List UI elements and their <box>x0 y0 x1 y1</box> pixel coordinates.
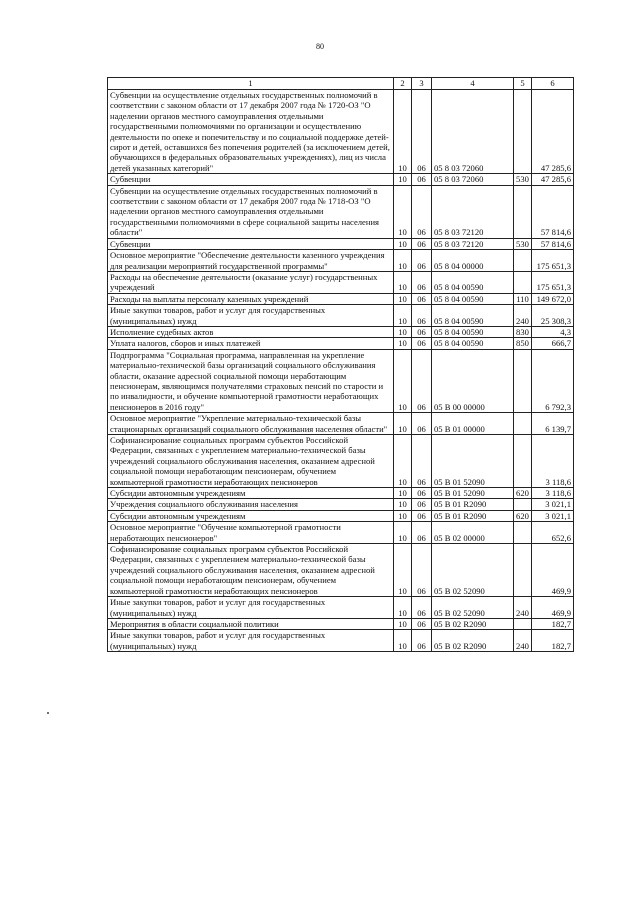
row-section: 10 <box>394 488 412 499</box>
row-amount: 57 814,6 <box>532 185 574 238</box>
row-section: 10 <box>394 597 412 619</box>
row-subsection: 06 <box>412 293 432 304</box>
table-row <box>108 326 574 337</box>
row-section: 10 <box>394 326 412 337</box>
table-row <box>108 413 574 435</box>
row-subsection: 06 <box>412 630 432 652</box>
row-amount: 3 021,1 <box>532 510 574 521</box>
header-col-5: 5 <box>514 78 532 90</box>
row-expense-type: 530 <box>514 238 532 249</box>
row-amount: 182,7 <box>532 618 574 629</box>
row-subsection: 06 <box>412 522 432 544</box>
header-row <box>108 78 574 90</box>
row-target-article: 05 В 02 52090 <box>432 544 514 597</box>
table-row <box>108 597 574 619</box>
table-row <box>108 499 574 510</box>
table-row <box>108 435 574 488</box>
row-section: 10 <box>394 338 412 349</box>
table-row <box>108 305 574 327</box>
row-amount: 149 672,0 <box>532 293 574 304</box>
row-subsection: 06 <box>412 544 432 597</box>
row-subsection: 06 <box>412 510 432 521</box>
row-name: Субсидии автономным учреждениям <box>108 488 394 499</box>
row-amount: 666,7 <box>532 338 574 349</box>
row-target-article: 05 В 01 00000 <box>432 413 514 435</box>
row-target-article: 05 В 01 52090 <box>432 488 514 499</box>
row-section: 10 <box>394 185 412 238</box>
row-section: 10 <box>394 90 412 174</box>
budget-table <box>107 77 574 652</box>
row-subsection: 06 <box>412 185 432 238</box>
row-target-article: 05 8 04 00590 <box>432 271 514 293</box>
row-expense-type <box>514 185 532 238</box>
row-name: Субвенции <box>108 238 394 249</box>
row-subsection: 06 <box>412 349 432 412</box>
row-subsection: 06 <box>412 488 432 499</box>
table-row <box>108 185 574 238</box>
table-row <box>108 90 574 174</box>
row-target-article: 05 В 02 52090 <box>432 597 514 619</box>
row-name: Мероприятия в области социальной политики <box>108 618 394 629</box>
row-name: Софинансирование социальных программ субъектов Российской Федерации, связанных с укреплением материально-технической базы учреждений социального обслуживания населения, оказанием адресной социальной помощи неработающим пенсионерам, обучением компьютерной грамотности неработающих пенсионеров <box>108 544 394 597</box>
page-number: 80 <box>316 42 324 51</box>
row-name: Подпрограмма "Социальная программа, направленная на укрепление материально-технической базы организаций социального обслуживания области, оказание адресной социальной помощи неработающим пенсионерам, являющимся получателями страховых пенсий по старости и по инвалидности, и обучение компьютерной грамотности неработающих пенсионеров в 2016 году" <box>108 349 394 412</box>
row-amount: 469,9 <box>532 597 574 619</box>
row-target-article: 05 8 03 72060 <box>432 90 514 174</box>
table-row <box>108 293 574 304</box>
row-expense-type: 240 <box>514 597 532 619</box>
scan-mark <box>47 712 49 714</box>
row-name: Основное мероприятие "Обучение компьютерной грамотности неработающих пенсионеров" <box>108 522 394 544</box>
row-subsection: 06 <box>412 326 432 337</box>
row-section: 10 <box>394 349 412 412</box>
table-row <box>108 488 574 499</box>
row-name: Учреждения социального обслуживания населения <box>108 499 394 510</box>
row-section: 10 <box>394 510 412 521</box>
row-target-article: 05 8 03 72120 <box>432 185 514 238</box>
row-name: Субвенции на осуществление отдельных государственных полномочий в соответствии с законом области от 17 декабря 2007 года № 1718-ОЗ "О наделении органов местного самоуправления отдельными государственными полномочиями в сфере социальной защиты населения области" <box>108 185 394 238</box>
row-section: 10 <box>394 544 412 597</box>
row-name: Расходы на выплаты персоналу казенных учреждений <box>108 293 394 304</box>
header-col-6: 6 <box>532 78 574 90</box>
table-row <box>108 349 574 412</box>
row-target-article: 05 8 03 72060 <box>432 174 514 185</box>
row-amount: 3 118,6 <box>532 488 574 499</box>
row-target-article: 05 8 03 72120 <box>432 238 514 249</box>
row-expense-type: 240 <box>514 630 532 652</box>
row-target-article: 05 8 04 00590 <box>432 326 514 337</box>
row-subsection: 06 <box>412 597 432 619</box>
table-row <box>108 338 574 349</box>
table-row <box>108 250 574 272</box>
row-name: Основное мероприятие "Укрепление материально-технической базы стационарных организаций социального обслуживания населения области" <box>108 413 394 435</box>
row-expense-type: 620 <box>514 510 532 521</box>
row-amount: 4,3 <box>532 326 574 337</box>
row-target-article: 05 В 01 R2090 <box>432 510 514 521</box>
row-subsection: 06 <box>412 435 432 488</box>
row-subsection: 06 <box>412 618 432 629</box>
row-name: Софинансирование социальных программ субъектов Российской Федерации, связанных с укреплением материально-технической базы учреждений социального обслуживания населения, оказанием адресной социальной помощи неработающим пенсионерам, обучением компьютерной грамотности неработающих пенсионеров <box>108 435 394 488</box>
row-expense-type: 620 <box>514 488 532 499</box>
row-name: Уплата налогов, сборов и иных платежей <box>108 338 394 349</box>
row-expense-type <box>514 349 532 412</box>
row-amount: 182,7 <box>532 630 574 652</box>
row-subsection: 06 <box>412 238 432 249</box>
row-amount: 175 651,3 <box>532 271 574 293</box>
table-row <box>108 630 574 652</box>
row-expense-type <box>514 618 532 629</box>
row-amount: 47 285,6 <box>532 90 574 174</box>
row-section: 10 <box>394 499 412 510</box>
row-expense-type <box>514 413 532 435</box>
row-expense-type <box>514 522 532 544</box>
row-target-article: 05 8 04 00590 <box>432 293 514 304</box>
row-amount: 25 308,3 <box>532 305 574 327</box>
row-target-article: 05 В 02 R2090 <box>432 618 514 629</box>
row-section: 10 <box>394 413 412 435</box>
table-row <box>108 544 574 597</box>
table-row <box>108 238 574 249</box>
row-subsection: 06 <box>412 271 432 293</box>
row-section: 10 <box>394 271 412 293</box>
row-target-article: 05 В 02 00000 <box>432 522 514 544</box>
row-amount: 47 285,6 <box>532 174 574 185</box>
row-expense-type <box>514 435 532 488</box>
row-expense-type <box>514 271 532 293</box>
row-expense-type <box>514 90 532 174</box>
row-expense-type <box>514 499 532 510</box>
row-expense-type: 830 <box>514 326 532 337</box>
row-target-article: 05 8 04 00590 <box>432 305 514 327</box>
row-amount: 3 118,6 <box>532 435 574 488</box>
row-target-article: 05 В 01 52090 <box>432 435 514 488</box>
table-row <box>108 271 574 293</box>
table-row <box>108 510 574 521</box>
row-target-article: 05 В 00 00000 <box>432 349 514 412</box>
row-name: Расходы на обеспечение деятельности (оказание услуг) государственных учреждений <box>108 271 394 293</box>
row-subsection: 06 <box>412 338 432 349</box>
row-subsection: 06 <box>412 413 432 435</box>
header-col-4: 4 <box>432 78 514 90</box>
row-target-article: 05 В 02 R2090 <box>432 630 514 652</box>
row-expense-type: 110 <box>514 293 532 304</box>
row-expense-type: 240 <box>514 305 532 327</box>
table-row <box>108 618 574 629</box>
row-section: 10 <box>394 522 412 544</box>
row-target-article: 05 8 04 00000 <box>432 250 514 272</box>
row-section: 10 <box>394 618 412 629</box>
row-amount: 3 021,1 <box>532 499 574 510</box>
row-section: 10 <box>394 630 412 652</box>
row-name: Субсидии автономным учреждениям <box>108 510 394 521</box>
row-name: Иные закупки товаров, работ и услуг для государственных (муниципальных) нужд <box>108 305 394 327</box>
row-section: 10 <box>394 238 412 249</box>
row-section: 10 <box>394 435 412 488</box>
header-col-2: 2 <box>394 78 412 90</box>
row-amount: 469,9 <box>532 544 574 597</box>
row-expense-type <box>514 250 532 272</box>
row-target-article: 05 В 01 R2090 <box>432 499 514 510</box>
row-amount: 57 814,6 <box>532 238 574 249</box>
row-expense-type: 530 <box>514 174 532 185</box>
row-expense-type <box>514 544 532 597</box>
row-amount: 6 139,7 <box>532 413 574 435</box>
row-name: Иные закупки товаров, работ и услуг для государственных (муниципальных) нужд <box>108 630 394 652</box>
table-row <box>108 522 574 544</box>
row-name: Основное мероприятие "Обеспечение деятельности казенного учреждения для реализации мероприятий государственной программы" <box>108 250 394 272</box>
row-amount: 175 651,3 <box>532 250 574 272</box>
row-section: 10 <box>394 305 412 327</box>
row-section: 10 <box>394 293 412 304</box>
row-name: Субвенции <box>108 174 394 185</box>
header-col-1: 1 <box>108 78 394 90</box>
row-name: Иные закупки товаров, работ и услуг для государственных (муниципальных) нужд <box>108 597 394 619</box>
header-col-3: 3 <box>412 78 432 90</box>
row-amount: 6 792,3 <box>532 349 574 412</box>
row-section: 10 <box>394 174 412 185</box>
table-row <box>108 174 574 185</box>
row-subsection: 06 <box>412 499 432 510</box>
row-subsection: 06 <box>412 174 432 185</box>
row-subsection: 06 <box>412 250 432 272</box>
row-subsection: 06 <box>412 305 432 327</box>
row-subsection: 06 <box>412 90 432 174</box>
row-expense-type: 850 <box>514 338 532 349</box>
row-section: 10 <box>394 250 412 272</box>
row-target-article: 05 8 04 00590 <box>432 338 514 349</box>
row-name: Субвенции на осуществление отдельных государственных полномочий в соответствии с законом области от 17 декабря 2007 года № 1720-ОЗ "О наделении органов местного самоуправления отдельными государственными полномочиями по организации и осуществлению деятельности по опеке и попечительству и по социальной поддержке детей-сирот и детей, оставшихся без попечения родителей (за исключением детей, обучающихся в федеральных образовательных учреждениях), лиц из числа детей указанных категорий" <box>108 90 394 174</box>
row-name: Исполнение судебных актов <box>108 326 394 337</box>
row-amount: 652,6 <box>532 522 574 544</box>
